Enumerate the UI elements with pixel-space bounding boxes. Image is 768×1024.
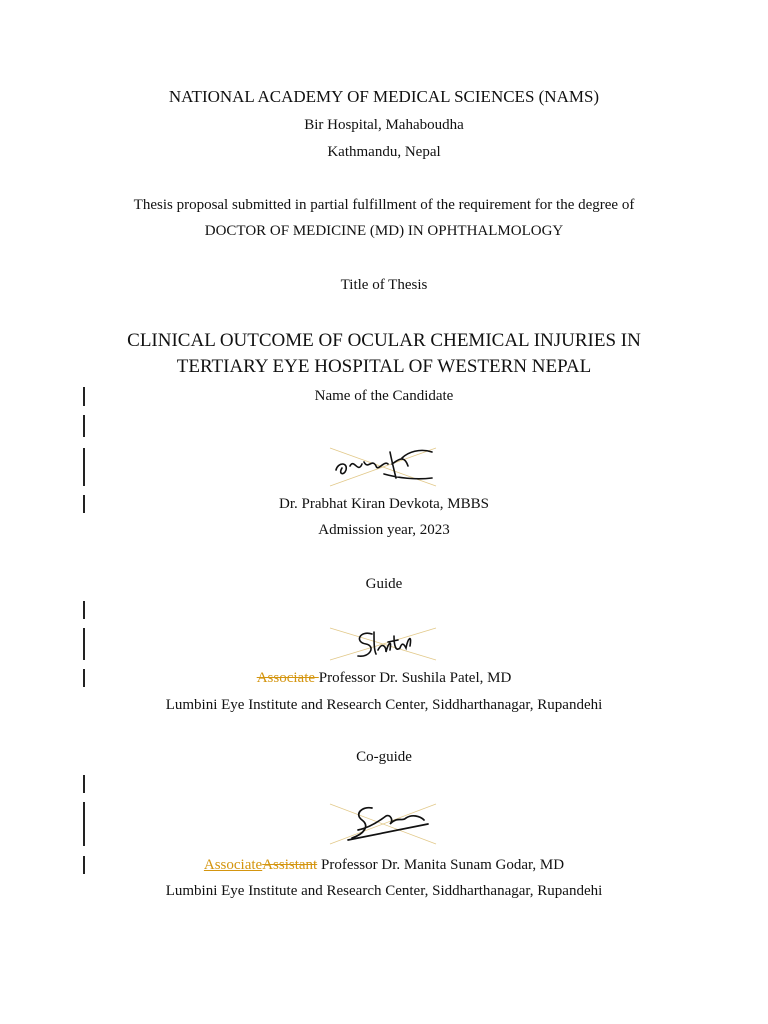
guide-name: Professor Dr. Sushila Patel, MD — [318, 670, 512, 686]
candidate-heading: Name of the Candidate — [314, 388, 454, 404]
guide-deleted-text: Associate — [256, 670, 319, 686]
thesis-title-line1: CLINICAL OUTCOME OF OCULAR CHEMICAL INJURIES IN — [127, 330, 641, 351]
change-bar — [83, 802, 85, 846]
guide-signature — [328, 624, 438, 664]
degree: DOCTOR OF MEDICINE (MD) IN OPHTHALMOLOGY — [204, 223, 564, 239]
thesis-title-line2: TERTIARY EYE HOSPITAL OF WESTERN NEPAL — [176, 356, 592, 377]
hospital-name: Bir Hospital, Mahaboudha — [304, 117, 464, 133]
coguide-name: Professor Dr. Manita Sunam Godar, MD — [317, 857, 565, 873]
admission-year: Admission year, 2023 — [318, 522, 450, 538]
coguide-inserted-text: Associate — [203, 857, 263, 873]
change-bar — [83, 387, 85, 406]
coguide-affiliation: Lumbini Eye Institute and Research Center, Siddharthanagar, Rupandehi — [165, 883, 603, 899]
change-bar — [83, 601, 85, 619]
guide-affiliation: Lumbini Eye Institute and Research Center, Siddharthanagar, Rupandehi — [165, 697, 603, 713]
proposal-statement: Thesis proposal submitted in partial fulfillment of the requirement for the degree of — [133, 197, 635, 213]
guide-name-line — [0, 670, 768, 687]
coguide-signature — [328, 800, 438, 848]
change-bar — [83, 628, 85, 660]
thesis-heading: Title of Thesis — [340, 277, 428, 293]
guide-heading: Guide — [365, 576, 403, 592]
candidate-name: Dr. Prabhat Kiran Devkota, MBBS — [279, 496, 489, 512]
coguide-heading: Co-guide — [356, 749, 412, 765]
candidate-signature — [328, 444, 438, 490]
coguide-deleted-text: Assistant — [262, 857, 318, 873]
coguide-name-line — [0, 857, 768, 874]
change-bar — [83, 775, 85, 793]
change-bar — [83, 448, 85, 486]
city: Kathmandu, Nepal — [327, 144, 441, 160]
change-bar — [83, 415, 85, 437]
institution-name: NATIONAL ACADEMY OF MEDICAL SCIENCES (NAMS) — [168, 87, 600, 106]
